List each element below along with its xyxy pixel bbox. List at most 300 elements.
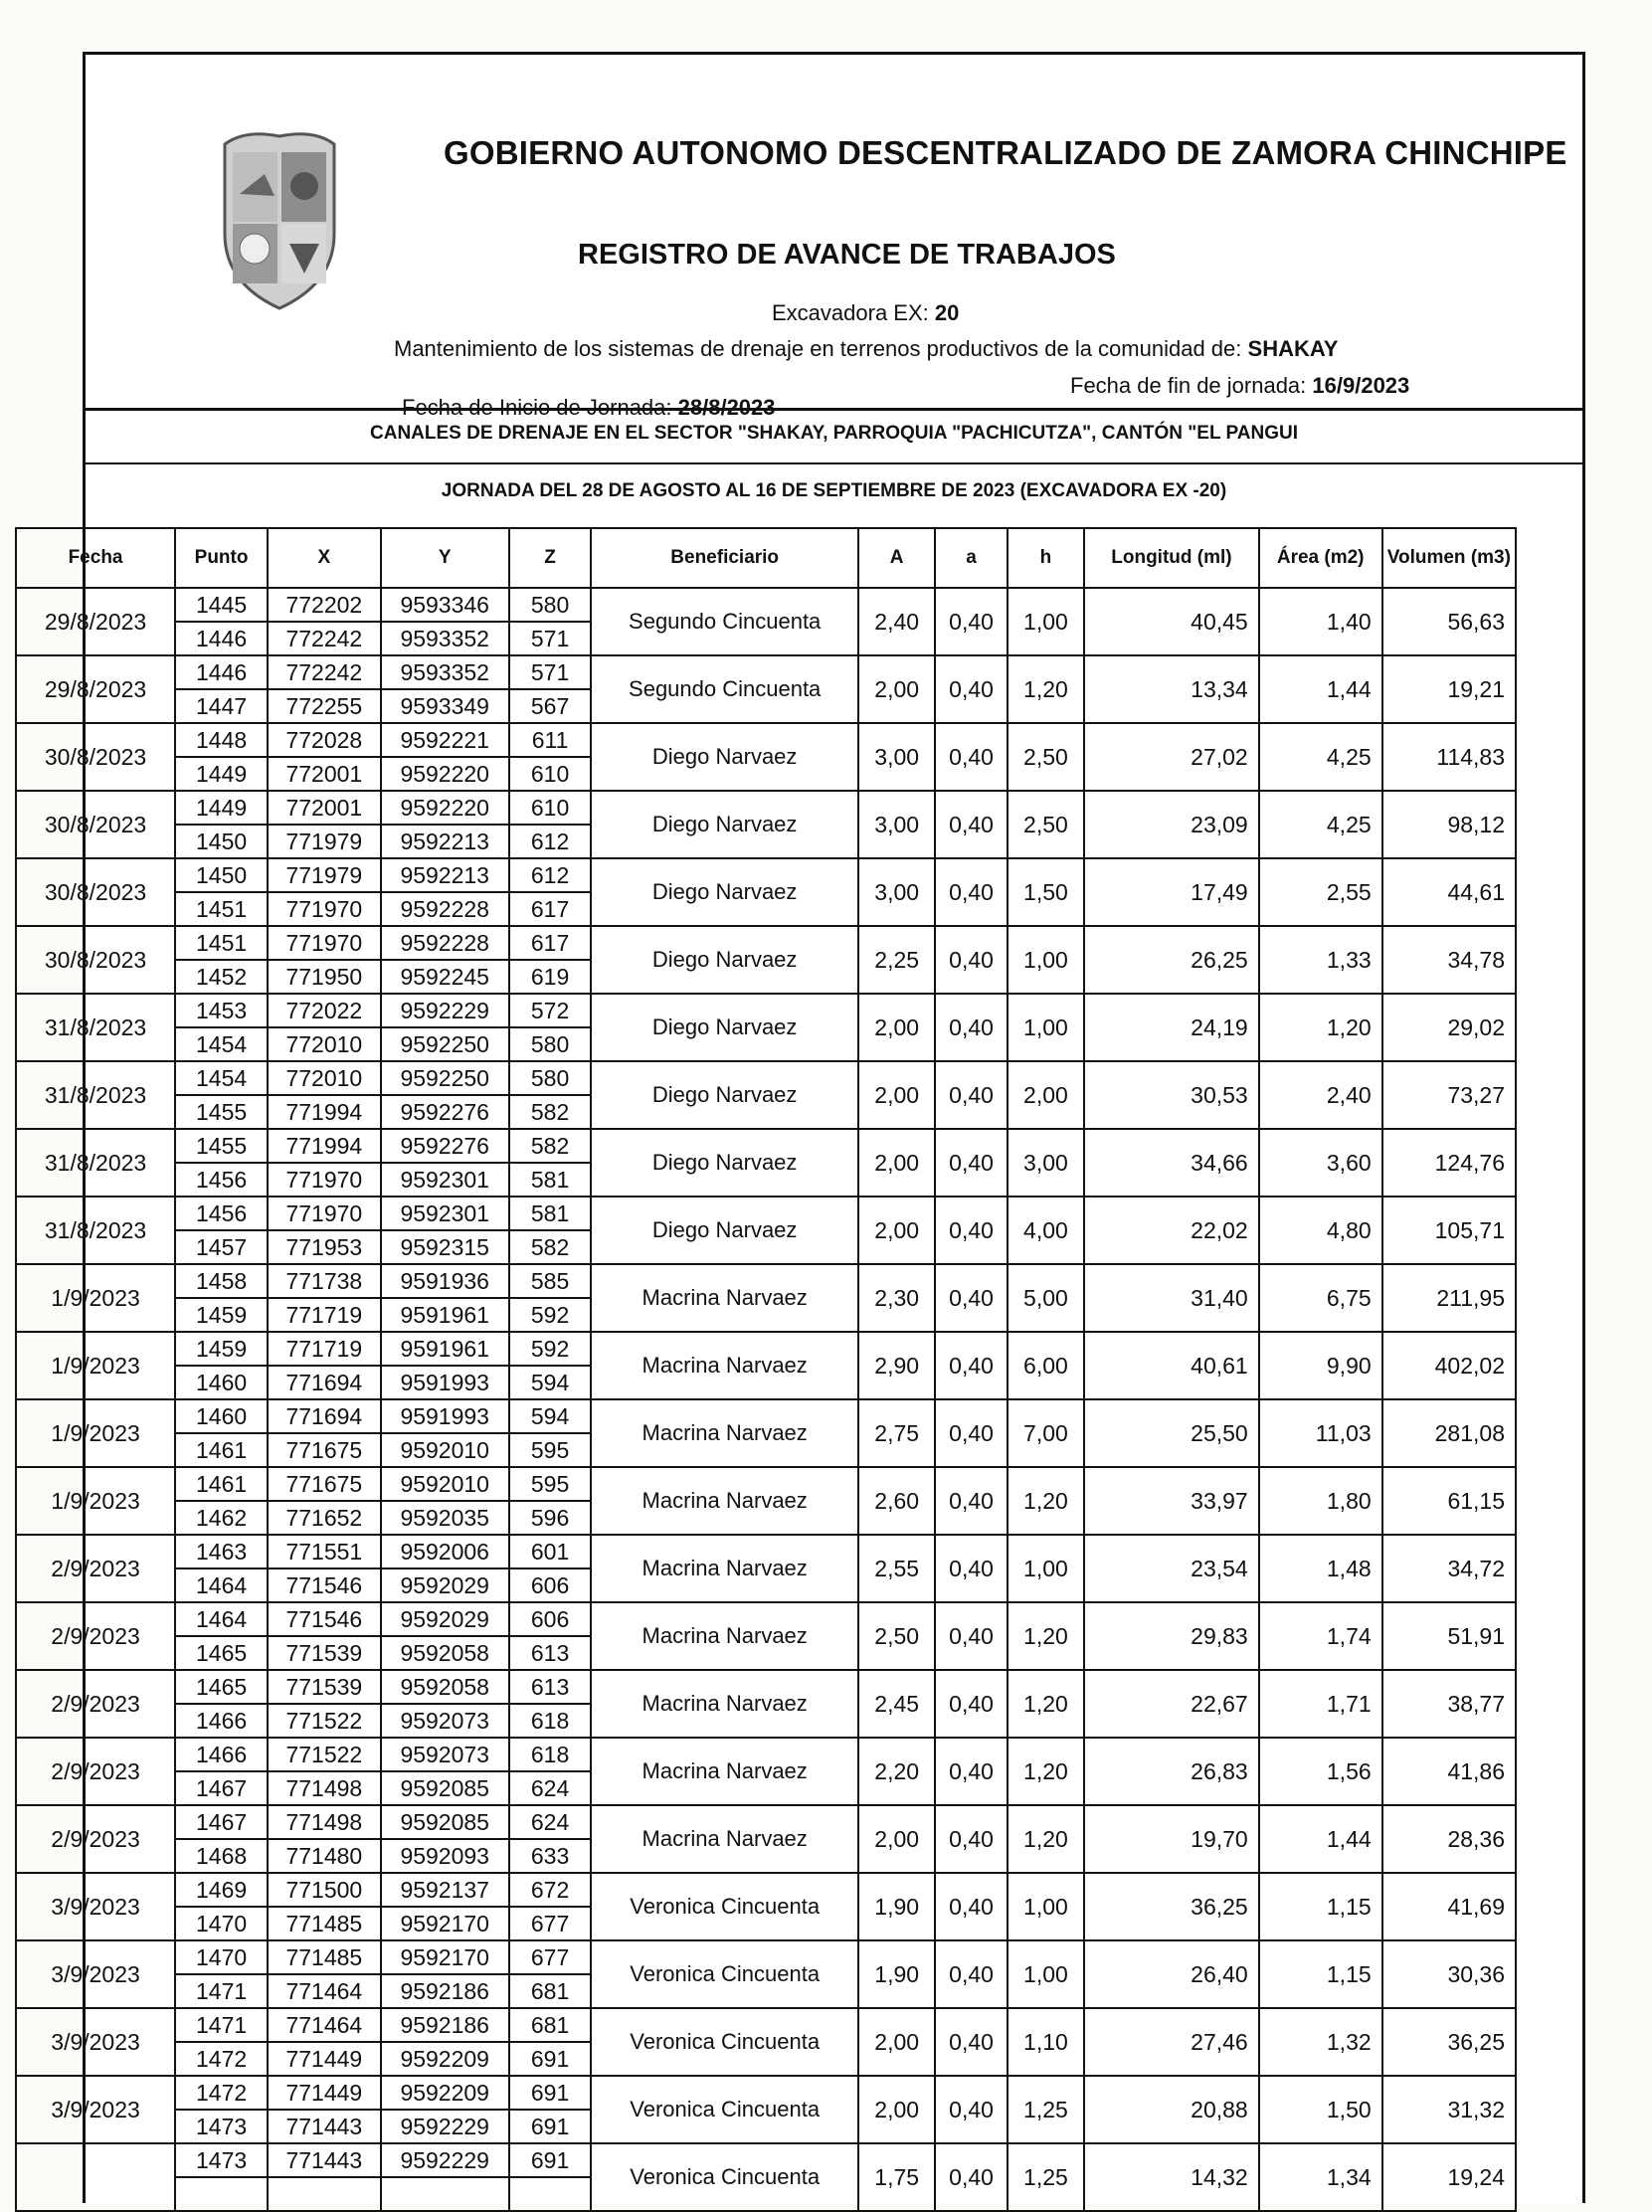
table-cell: 567 — [509, 689, 592, 723]
table-cell: 1/9/2023 — [16, 1264, 175, 1332]
table-cell: 1459 — [175, 1332, 268, 1366]
table-cell: 9591936 — [381, 1264, 509, 1298]
table-cell: 1463 — [175, 1535, 268, 1568]
column-header: Área (m2) — [1259, 528, 1382, 588]
table-cell: 41,69 — [1382, 1873, 1516, 1940]
table-cell: 1462 — [175, 1501, 268, 1535]
table-cell: 610 — [509, 757, 592, 791]
table-cell: 9592245 — [381, 960, 509, 994]
table-cell: 3/9/2023 — [16, 2076, 175, 2143]
community-value: SHAKAY — [1247, 336, 1339, 361]
table-row — [16, 2143, 1516, 2177]
table-cell: 2/9/2023 — [16, 1602, 175, 1670]
table-cell: 582 — [509, 1095, 592, 1129]
table-cell — [175, 2177, 268, 2211]
table-cell: 0,40 — [935, 1467, 1007, 1535]
table-cell: 1473 — [175, 2143, 268, 2177]
table-cell: 1,71 — [1259, 1670, 1382, 1738]
table-cell: 19,70 — [1084, 1805, 1259, 1873]
table-row — [16, 1399, 1516, 1433]
table-cell: 771480 — [268, 1839, 381, 1873]
table-cell: 1456 — [175, 1163, 268, 1197]
table-cell: 1,25 — [1008, 2143, 1084, 2211]
table-cell: 1,00 — [1008, 926, 1084, 994]
table-cell: 2,40 — [858, 588, 935, 655]
table-cell: 9592186 — [381, 1974, 509, 2008]
table-cell: 3/9/2023 — [16, 1940, 175, 2008]
table-cell: 23,09 — [1084, 791, 1259, 858]
table-cell: 17,49 — [1084, 858, 1259, 926]
table-cell: 772242 — [268, 622, 381, 655]
table-cell: 30/8/2023 — [16, 791, 175, 858]
table-cell: 681 — [509, 2008, 592, 2042]
table-cell: 1472 — [175, 2076, 268, 2110]
table-cell: 613 — [509, 1670, 592, 1704]
table-cell: 1472 — [175, 2042, 268, 2076]
table-cell: 9592315 — [381, 1230, 509, 1264]
table-cell: 9591993 — [381, 1399, 509, 1433]
table-cell: 624 — [509, 1805, 592, 1839]
table-cell: 1,80 — [1259, 1467, 1382, 1535]
table-cell: 771546 — [268, 1602, 381, 1636]
table-cell: 2,00 — [858, 1805, 935, 1873]
table-cell: 40,45 — [1084, 588, 1259, 655]
table-cell: 677 — [509, 1940, 592, 1974]
table-cell: 2,50 — [1008, 723, 1084, 791]
table-cell: 2/9/2023 — [16, 1805, 175, 1873]
table-cell: 0,40 — [935, 723, 1007, 791]
column-header: Z — [509, 528, 592, 588]
end-date-label: Fecha de fin de jornada: — [1070, 373, 1307, 398]
table-cell: 34,72 — [1382, 1535, 1516, 1602]
table-cell: 2,90 — [858, 1332, 935, 1399]
column-header: Beneficiario — [591, 528, 858, 588]
table-cell: 772010 — [268, 1027, 381, 1061]
table-cell: 610 — [509, 791, 592, 825]
table-cell: 1454 — [175, 1027, 268, 1061]
table-cell: 1,75 — [858, 2143, 935, 2211]
table-cell: 1471 — [175, 2008, 268, 2042]
table-cell: Macrina Narvaez — [591, 1738, 858, 1805]
table-cell: 23,54 — [1084, 1535, 1259, 1602]
table-cell: 9592301 — [381, 1163, 509, 1197]
table-cell: 9591961 — [381, 1332, 509, 1366]
table-cell: 4,00 — [1008, 1197, 1084, 1264]
table-cell: 771500 — [268, 1873, 381, 1907]
table-cell: Macrina Narvaez — [591, 1399, 858, 1467]
table-cell: 9593352 — [381, 622, 509, 655]
table-cell: 596 — [509, 1501, 592, 1535]
table-cell: 9592228 — [381, 892, 509, 926]
table-cell: 19,21 — [1382, 655, 1516, 723]
table-cell: 26,83 — [1084, 1738, 1259, 1805]
table-cell: Segundo Cincuenta — [591, 655, 858, 723]
table-cell: 592 — [509, 1298, 592, 1332]
table-cell: 1460 — [175, 1399, 268, 1433]
table-cell: 31/8/2023 — [16, 994, 175, 1061]
table-cell: 1,25 — [1008, 2076, 1084, 2143]
table-cell: 594 — [509, 1366, 592, 1399]
table-cell: Diego Narvaez — [591, 1197, 858, 1264]
table-cell: Macrina Narvaez — [591, 1264, 858, 1332]
column-header: Punto — [175, 528, 268, 588]
table-cell: 9592209 — [381, 2042, 509, 2076]
table-row — [16, 588, 1516, 622]
table-cell: 9593349 — [381, 689, 509, 723]
table-cell: 1,15 — [1259, 1940, 1382, 2008]
table-cell: 1,20 — [1259, 994, 1382, 1061]
table-cell: 677 — [509, 1907, 592, 1940]
table-cell: 771464 — [268, 2008, 381, 2042]
table-cell: 1,44 — [1259, 655, 1382, 723]
table-cell: 9592250 — [381, 1061, 509, 1095]
table-cell: 2,00 — [858, 2076, 935, 2143]
table-cell: 2,00 — [1008, 1061, 1084, 1129]
table-cell: 9592229 — [381, 2110, 509, 2143]
table-cell — [381, 2177, 509, 2211]
table-cell: Diego Narvaez — [591, 994, 858, 1061]
table-cell: 1461 — [175, 1433, 268, 1467]
table-cell: 6,00 — [1008, 1332, 1084, 1399]
excavator-value: 20 — [934, 300, 960, 325]
table-cell: 9592029 — [381, 1602, 509, 1636]
table-cell: 9592220 — [381, 791, 509, 825]
table-cell: 1,90 — [858, 1873, 935, 1940]
table-cell: 771539 — [268, 1670, 381, 1704]
table-cell: 771694 — [268, 1399, 381, 1433]
table-cell: 2/9/2023 — [16, 1738, 175, 1805]
table-cell: 771546 — [268, 1568, 381, 1602]
table-cell: 1,40 — [1259, 588, 1382, 655]
table-row — [16, 2076, 1516, 2110]
column-header: Longitud (ml) — [1084, 528, 1259, 588]
table-cell: 772028 — [268, 723, 381, 757]
table-cell: 1,20 — [1008, 655, 1084, 723]
table-cell: 9592170 — [381, 1907, 509, 1940]
table-cell: 571 — [509, 622, 592, 655]
table-cell: 9592029 — [381, 1568, 509, 1602]
table-cell: 22,67 — [1084, 1670, 1259, 1738]
table-cell: 1,74 — [1259, 1602, 1382, 1670]
table-cell: 771953 — [268, 1230, 381, 1264]
table-cell: 31/8/2023 — [16, 1129, 175, 1197]
table-cell: 9592186 — [381, 2008, 509, 2042]
table-cell: 1466 — [175, 1704, 268, 1738]
table-cell: 2,00 — [858, 655, 935, 723]
table-cell: 1459 — [175, 1298, 268, 1332]
table-cell: 772001 — [268, 757, 381, 791]
table-cell: Veronica Cincuenta — [591, 2008, 858, 2076]
table-cell: 771449 — [268, 2042, 381, 2076]
table-cell: 771652 — [268, 1501, 381, 1535]
table-cell: 582 — [509, 1230, 592, 1264]
table-cell: 612 — [509, 825, 592, 858]
table-cell: 1473 — [175, 2110, 268, 2143]
table-cell: 1,00 — [1008, 1873, 1084, 1940]
table-row — [16, 1129, 1516, 1163]
table-cell: 2/9/2023 — [16, 1670, 175, 1738]
table-cell: 771970 — [268, 1197, 381, 1230]
column-header: Fecha — [16, 528, 175, 588]
table-cell: 1,20 — [1008, 1467, 1084, 1535]
table-cell: 771979 — [268, 825, 381, 858]
table-cell: 771950 — [268, 960, 381, 994]
table-cell: 772242 — [268, 655, 381, 689]
table-cell: 1450 — [175, 858, 268, 892]
table-cell: 9592073 — [381, 1704, 509, 1738]
table-cell: Veronica Cincuenta — [591, 2076, 858, 2143]
table-cell: 29/8/2023 — [16, 588, 175, 655]
table-cell: 0,40 — [935, 1332, 1007, 1399]
table-cell: 0,40 — [935, 2143, 1007, 2211]
table-cell: 9592209 — [381, 2076, 509, 2110]
table-cell: 1464 — [175, 1602, 268, 1636]
table-cell — [268, 2177, 381, 2211]
table-cell: 9593346 — [381, 588, 509, 622]
table-cell: 617 — [509, 892, 592, 926]
table-cell: 633 — [509, 1839, 592, 1873]
table-cell: 0,40 — [935, 1535, 1007, 1602]
table-cell: 771979 — [268, 858, 381, 892]
table-cell: 34,66 — [1084, 1129, 1259, 1197]
table-cell: 9591993 — [381, 1366, 509, 1399]
table-title-2: JORNADA DEL 28 DE AGOSTO AL 16 DE SEPTIEMBRE DE 2023 (EXCAVADORA EX -20) — [441, 480, 1227, 501]
table-cell: 1470 — [175, 1907, 268, 1940]
table-cell: 771498 — [268, 1805, 381, 1839]
table-cell: 9592093 — [381, 1839, 509, 1873]
table-cell: 9591961 — [381, 1298, 509, 1332]
table-cell: Diego Narvaez — [591, 723, 858, 791]
table-cell: Diego Narvaez — [591, 858, 858, 926]
table-cell: 601 — [509, 1535, 592, 1568]
table-cell: 572 — [509, 994, 592, 1027]
table-cell: 51,91 — [1382, 1602, 1516, 1670]
table-cell: 580 — [509, 1061, 592, 1095]
table-cell: 771719 — [268, 1298, 381, 1332]
table-cell: 281,08 — [1382, 1399, 1516, 1467]
table-cell: 0,40 — [935, 1129, 1007, 1197]
table-cell: 2,60 — [858, 1467, 935, 1535]
table-cell: 1,00 — [1008, 994, 1084, 1061]
table-cell: 124,76 — [1382, 1129, 1516, 1197]
table-cell: Veronica Cincuenta — [591, 1873, 858, 1940]
table-cell: 2,00 — [858, 1061, 935, 1129]
table-cell: 771485 — [268, 1907, 381, 1940]
table-cell: 9592073 — [381, 1738, 509, 1771]
table-cell: 30/8/2023 — [16, 858, 175, 926]
table-cell: 6,75 — [1259, 1264, 1382, 1332]
table-cell: 771970 — [268, 926, 381, 960]
table-cell: 9592228 — [381, 926, 509, 960]
table-cell — [16, 2143, 175, 2211]
table-cell: 1452 — [175, 960, 268, 994]
table-cell: 9592137 — [381, 1873, 509, 1907]
table-cell: 4,80 — [1259, 1197, 1382, 1264]
table-cell: 3/9/2023 — [16, 1873, 175, 1940]
table-cell: 1464 — [175, 1568, 268, 1602]
table-cell: Veronica Cincuenta — [591, 1940, 858, 2008]
table-row — [16, 1197, 1516, 1230]
table-cell: 0,40 — [935, 2076, 1007, 2143]
table-cell: 4,25 — [1259, 723, 1382, 791]
table-cell: 4,25 — [1259, 791, 1382, 858]
table-cell: 9592220 — [381, 757, 509, 791]
table-cell: 672 — [509, 1873, 592, 1907]
table-cell: 2,75 — [858, 1399, 935, 1467]
table-cell: Macrina Narvaez — [591, 1467, 858, 1535]
table-cell: 571 — [509, 655, 592, 689]
table-cell: 1461 — [175, 1467, 268, 1501]
table-cell: 2,25 — [858, 926, 935, 994]
table-cell: 0,40 — [935, 926, 1007, 994]
table-cell: 1/9/2023 — [16, 1467, 175, 1535]
table-cell: 771675 — [268, 1467, 381, 1501]
column-header: Y — [381, 528, 509, 588]
table-cell: Diego Narvaez — [591, 1129, 858, 1197]
table-row — [16, 791, 1516, 825]
table-cell: 0,40 — [935, 1197, 1007, 1264]
table-row — [16, 926, 1516, 960]
table-cell: Macrina Narvaez — [591, 1805, 858, 1873]
table-cell: 771539 — [268, 1636, 381, 1670]
table-cell: 9592213 — [381, 825, 509, 858]
table-cell: 618 — [509, 1704, 592, 1738]
table-cell: 3,60 — [1259, 1129, 1382, 1197]
table-cell: 771522 — [268, 1738, 381, 1771]
table-cell: 9592170 — [381, 1940, 509, 1974]
table-cell: 1451 — [175, 892, 268, 926]
table-cell: 1456 — [175, 1197, 268, 1230]
table-cell: 1,20 — [1008, 1670, 1084, 1738]
table-cell: 619 — [509, 960, 592, 994]
table-cell: 592 — [509, 1332, 592, 1366]
table-cell: 9592276 — [381, 1129, 509, 1163]
table-cell: 7,00 — [1008, 1399, 1084, 1467]
table-cell: 581 — [509, 1163, 592, 1197]
table-cell: Diego Narvaez — [591, 1061, 858, 1129]
table-cell: 211,95 — [1382, 1264, 1516, 1332]
table-cell: 1450 — [175, 825, 268, 858]
table-cell — [509, 2177, 592, 2211]
table-cell: 1,50 — [1008, 858, 1084, 926]
table-cell: 20,88 — [1084, 2076, 1259, 2143]
table-cell: 691 — [509, 2076, 592, 2110]
column-header: X — [268, 528, 381, 588]
table-cell: 1,20 — [1008, 1805, 1084, 1873]
table-cell: 9,90 — [1259, 1332, 1382, 1399]
table-cell: 1,32 — [1259, 2008, 1382, 2076]
table-cell: 27,02 — [1084, 723, 1259, 791]
table-cell: 2,55 — [858, 1535, 935, 1602]
table-cell: 13,34 — [1084, 655, 1259, 723]
table-cell: 3,00 — [1008, 1129, 1084, 1197]
table-row — [16, 1535, 1516, 1568]
table-cell: 40,61 — [1084, 1332, 1259, 1399]
table-cell: 771449 — [268, 2076, 381, 2110]
table-cell: 771994 — [268, 1095, 381, 1129]
table-cell: 29/8/2023 — [16, 655, 175, 723]
table-cell: 1445 — [175, 588, 268, 622]
table-cell: 611 — [509, 723, 592, 757]
table-cell: 1,90 — [858, 1940, 935, 2008]
table-row — [16, 858, 1516, 892]
table-cell: 1471 — [175, 1974, 268, 2008]
table-cell: 585 — [509, 1264, 592, 1298]
table-cell: 771970 — [268, 892, 381, 926]
document-header — [86, 55, 1582, 420]
table-cell: 22,02 — [1084, 1197, 1259, 1264]
table-cell: Diego Narvaez — [591, 926, 858, 994]
table-row — [16, 1467, 1516, 1501]
table-cell: 595 — [509, 1433, 592, 1467]
organization-title: GOBIERNO AUTONOMO DESCENTRALIZADO DE ZAMORA CHINCHIPE — [444, 134, 1567, 171]
table-cell: 9592010 — [381, 1433, 509, 1467]
table-cell: 9592276 — [381, 1095, 509, 1129]
table-cell: 681 — [509, 1974, 592, 2008]
table-cell: 2,40 — [1259, 1061, 1382, 1129]
table-cell: 1455 — [175, 1129, 268, 1163]
table-cell: 31,32 — [1382, 2076, 1516, 2143]
start-date-label: Fecha de Inicio de Jornada: — [402, 395, 672, 420]
table-cell: 1470 — [175, 1940, 268, 1974]
table-row — [16, 1264, 1516, 1298]
table-cell: 19,24 — [1382, 2143, 1516, 2211]
table-cell: 1/9/2023 — [16, 1399, 175, 1467]
table-cell: 691 — [509, 2143, 592, 2177]
table-cell: 36,25 — [1382, 2008, 1516, 2076]
table-cell: 606 — [509, 1568, 592, 1602]
table-cell: 0,40 — [935, 1873, 1007, 1940]
table-cell: 1,48 — [1259, 1535, 1382, 1602]
table-cell: 29,83 — [1084, 1602, 1259, 1670]
table-cell: 9592085 — [381, 1771, 509, 1805]
table-cell: 5,00 — [1008, 1264, 1084, 1332]
table-cell: 1,56 — [1259, 1738, 1382, 1805]
table-cell: 30,36 — [1382, 1940, 1516, 2008]
column-header: A — [858, 528, 935, 588]
table-cell: 2,00 — [858, 1197, 935, 1264]
table-cell: 771675 — [268, 1433, 381, 1467]
table-cell: 105,71 — [1382, 1197, 1516, 1264]
table-cell: 61,15 — [1382, 1467, 1516, 1535]
table-cell: 30/8/2023 — [16, 723, 175, 791]
table-row — [16, 1873, 1516, 1907]
table-cell: Macrina Narvaez — [591, 1332, 858, 1399]
table-cell: 771498 — [268, 1771, 381, 1805]
table-cell: 772010 — [268, 1061, 381, 1095]
table-row — [16, 2008, 1516, 2042]
table-cell: 0,40 — [935, 588, 1007, 655]
table-cell: 0,40 — [935, 791, 1007, 858]
table-cell: 30,53 — [1084, 1061, 1259, 1129]
table-cell: Diego Narvaez — [591, 791, 858, 858]
table-cell: 771970 — [268, 1163, 381, 1197]
table-cell: 9592010 — [381, 1467, 509, 1501]
table-cell: 9592229 — [381, 2143, 509, 2177]
table-cell: 1446 — [175, 622, 268, 655]
table-cell: 1446 — [175, 655, 268, 689]
maintenance-label: Mantenimiento de los sistemas de drenaje en terrenos productivos de la comunidad de: — [394, 336, 1242, 361]
table-row — [16, 1602, 1516, 1636]
table-row — [16, 655, 1516, 689]
table-cell: 44,61 — [1382, 858, 1516, 926]
table-cell: 0,40 — [935, 1738, 1007, 1805]
table-cell: 9592006 — [381, 1535, 509, 1568]
works-table — [15, 527, 1517, 2212]
table-cell: 771464 — [268, 1974, 381, 2008]
table-cell: 580 — [509, 1027, 592, 1061]
table-cell: 1,10 — [1008, 2008, 1084, 2076]
